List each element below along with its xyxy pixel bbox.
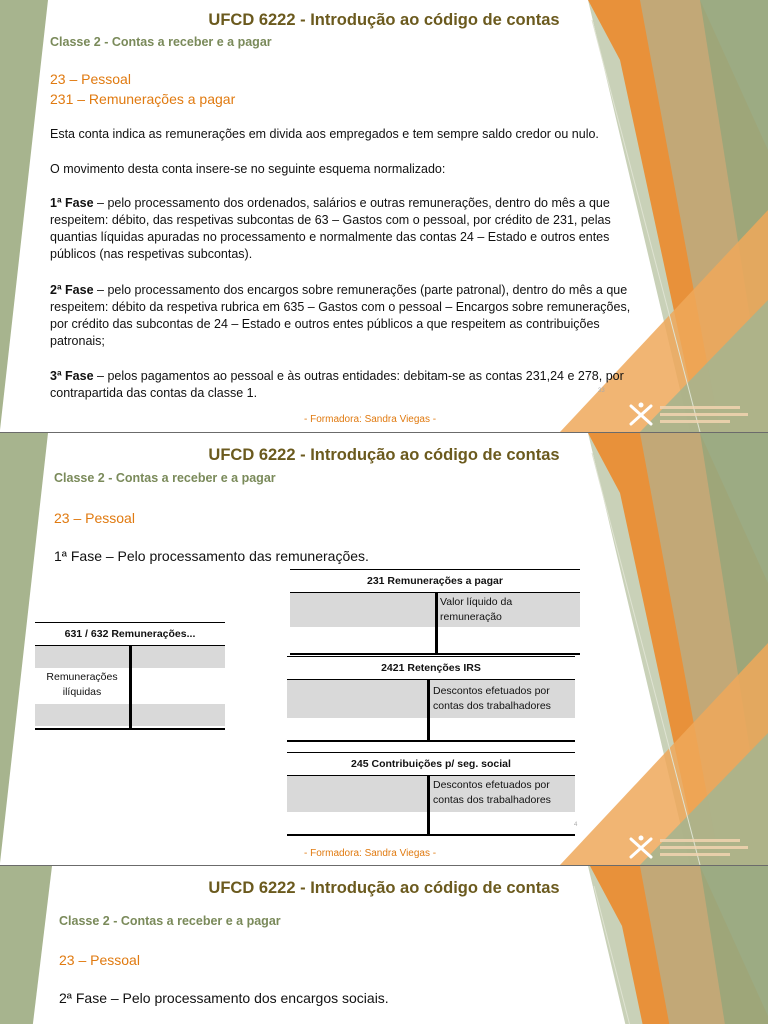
page-number: 33: [598, 388, 605, 394]
fase-1-label: 1ª Fase: [50, 196, 94, 210]
t-account-title: 231 Remunerações a pagar: [290, 569, 580, 594]
slide-subtitle: Classe 2 - Contas a receber e a pagar: [54, 471, 276, 485]
fase-3-label: 3ª Fase: [50, 369, 94, 383]
t-account-title: 245 Contribuições p/ seg. social: [287, 752, 575, 777]
t-account-245: [287, 752, 578, 836]
slide-subtitle: Classe 2 - Contas a receber e a pagar: [59, 914, 281, 928]
t-account-2421: [287, 656, 575, 744]
section-heading: 23 – Pessoal: [54, 510, 135, 526]
footer-trainer: - Formadora: Sandra Viegas -: [304, 414, 437, 425]
phase-heading: 2ª Fase – Pelo processamento dos encargos sociais.: [59, 990, 389, 1006]
footer-trainer: - Formadora: Sandra Viegas -: [304, 848, 437, 859]
page-number: 4: [574, 822, 578, 828]
fase-2-label: 2ª Fase: [50, 283, 94, 297]
slide-title: UFCD 6222 - Introdução ao código de contas: [208, 879, 560, 897]
fase-1-text: – pelo processamento dos ordenados, salários e outras remunerações, dentro do mês a que respeitem: débito, das respetivas subcontas de 63 – Gastos com o pessoal, por crédito de 231, pelas quantias líquidas apuradas no processamento e normalmente das contas 24 – Estado e outros entes públicos (nas respetivas subcontas).: [50, 196, 611, 261]
paragraph-fase-1: [50, 195, 645, 263]
t-account-title: 631 / 632 Remunerações...: [35, 622, 225, 647]
phase-heading: 1ª Fase – Pelo processamento das remunerações.: [54, 548, 369, 564]
iefp-logo-icon: [626, 835, 756, 863]
paragraph-fase-3: [50, 368, 645, 402]
slide-subtitle: Classe 2 - Contas a receber e a pagar: [50, 35, 272, 49]
iefp-logo-icon: [626, 402, 756, 430]
paragraph-intro: O movimento desta conta insere-se no seguinte esquema normalizado:: [50, 162, 446, 176]
t-account-title: 2421 Retenções IRS: [287, 656, 575, 681]
paragraph-fase-2: [50, 282, 645, 350]
fase-2-text: – pelo processamento dos encargos sobre remunerações (parte patronal), dentro do mês a que respeitem: débito da respetiva rubrica em 635 – Gastos com o pessoal – Encargos sobre remunerações, por crédito das subcontas de 24 – Estado e outros entes públicos a que respeitem as contribuições patronais;: [50, 283, 631, 348]
slide-1: [0, 0, 768, 432]
t-account-credit-text: Descontos efetuados por contas dos trabalhadores: [433, 779, 551, 806]
account-heading: 231 – Remunerações a pagar: [50, 91, 236, 107]
t-account-credit-text: Descontos efetuados por contas dos trabalhadores: [433, 685, 551, 712]
t-account-debit-text: Remunerações ilíquidas: [46, 671, 118, 698]
t-account-231: [290, 569, 580, 655]
section-heading: 23 – Pessoal: [50, 71, 131, 87]
paragraph-description: Esta conta indica as remunerações em divida aos empregados e tem sempre saldo credor ou nulo.: [50, 127, 599, 141]
t-account-credit-text: Valor líquido da remuneração: [440, 596, 513, 623]
slide-3: [0, 866, 768, 1024]
section-heading: 23 – Pessoal: [59, 952, 140, 968]
slide-2: [0, 433, 768, 865]
slide-title: UFCD 6222 - Introdução ao código de contas: [208, 11, 560, 29]
slide-title: UFCD 6222 - Introdução ao código de contas: [208, 446, 560, 464]
fase-3-text: – pelos pagamentos ao pessoal e às outras entidades: debitam-se as contas 231,24 e 278, por contrapartida das contas da classe 1.: [50, 369, 624, 400]
t-account-631-632: [35, 622, 225, 730]
